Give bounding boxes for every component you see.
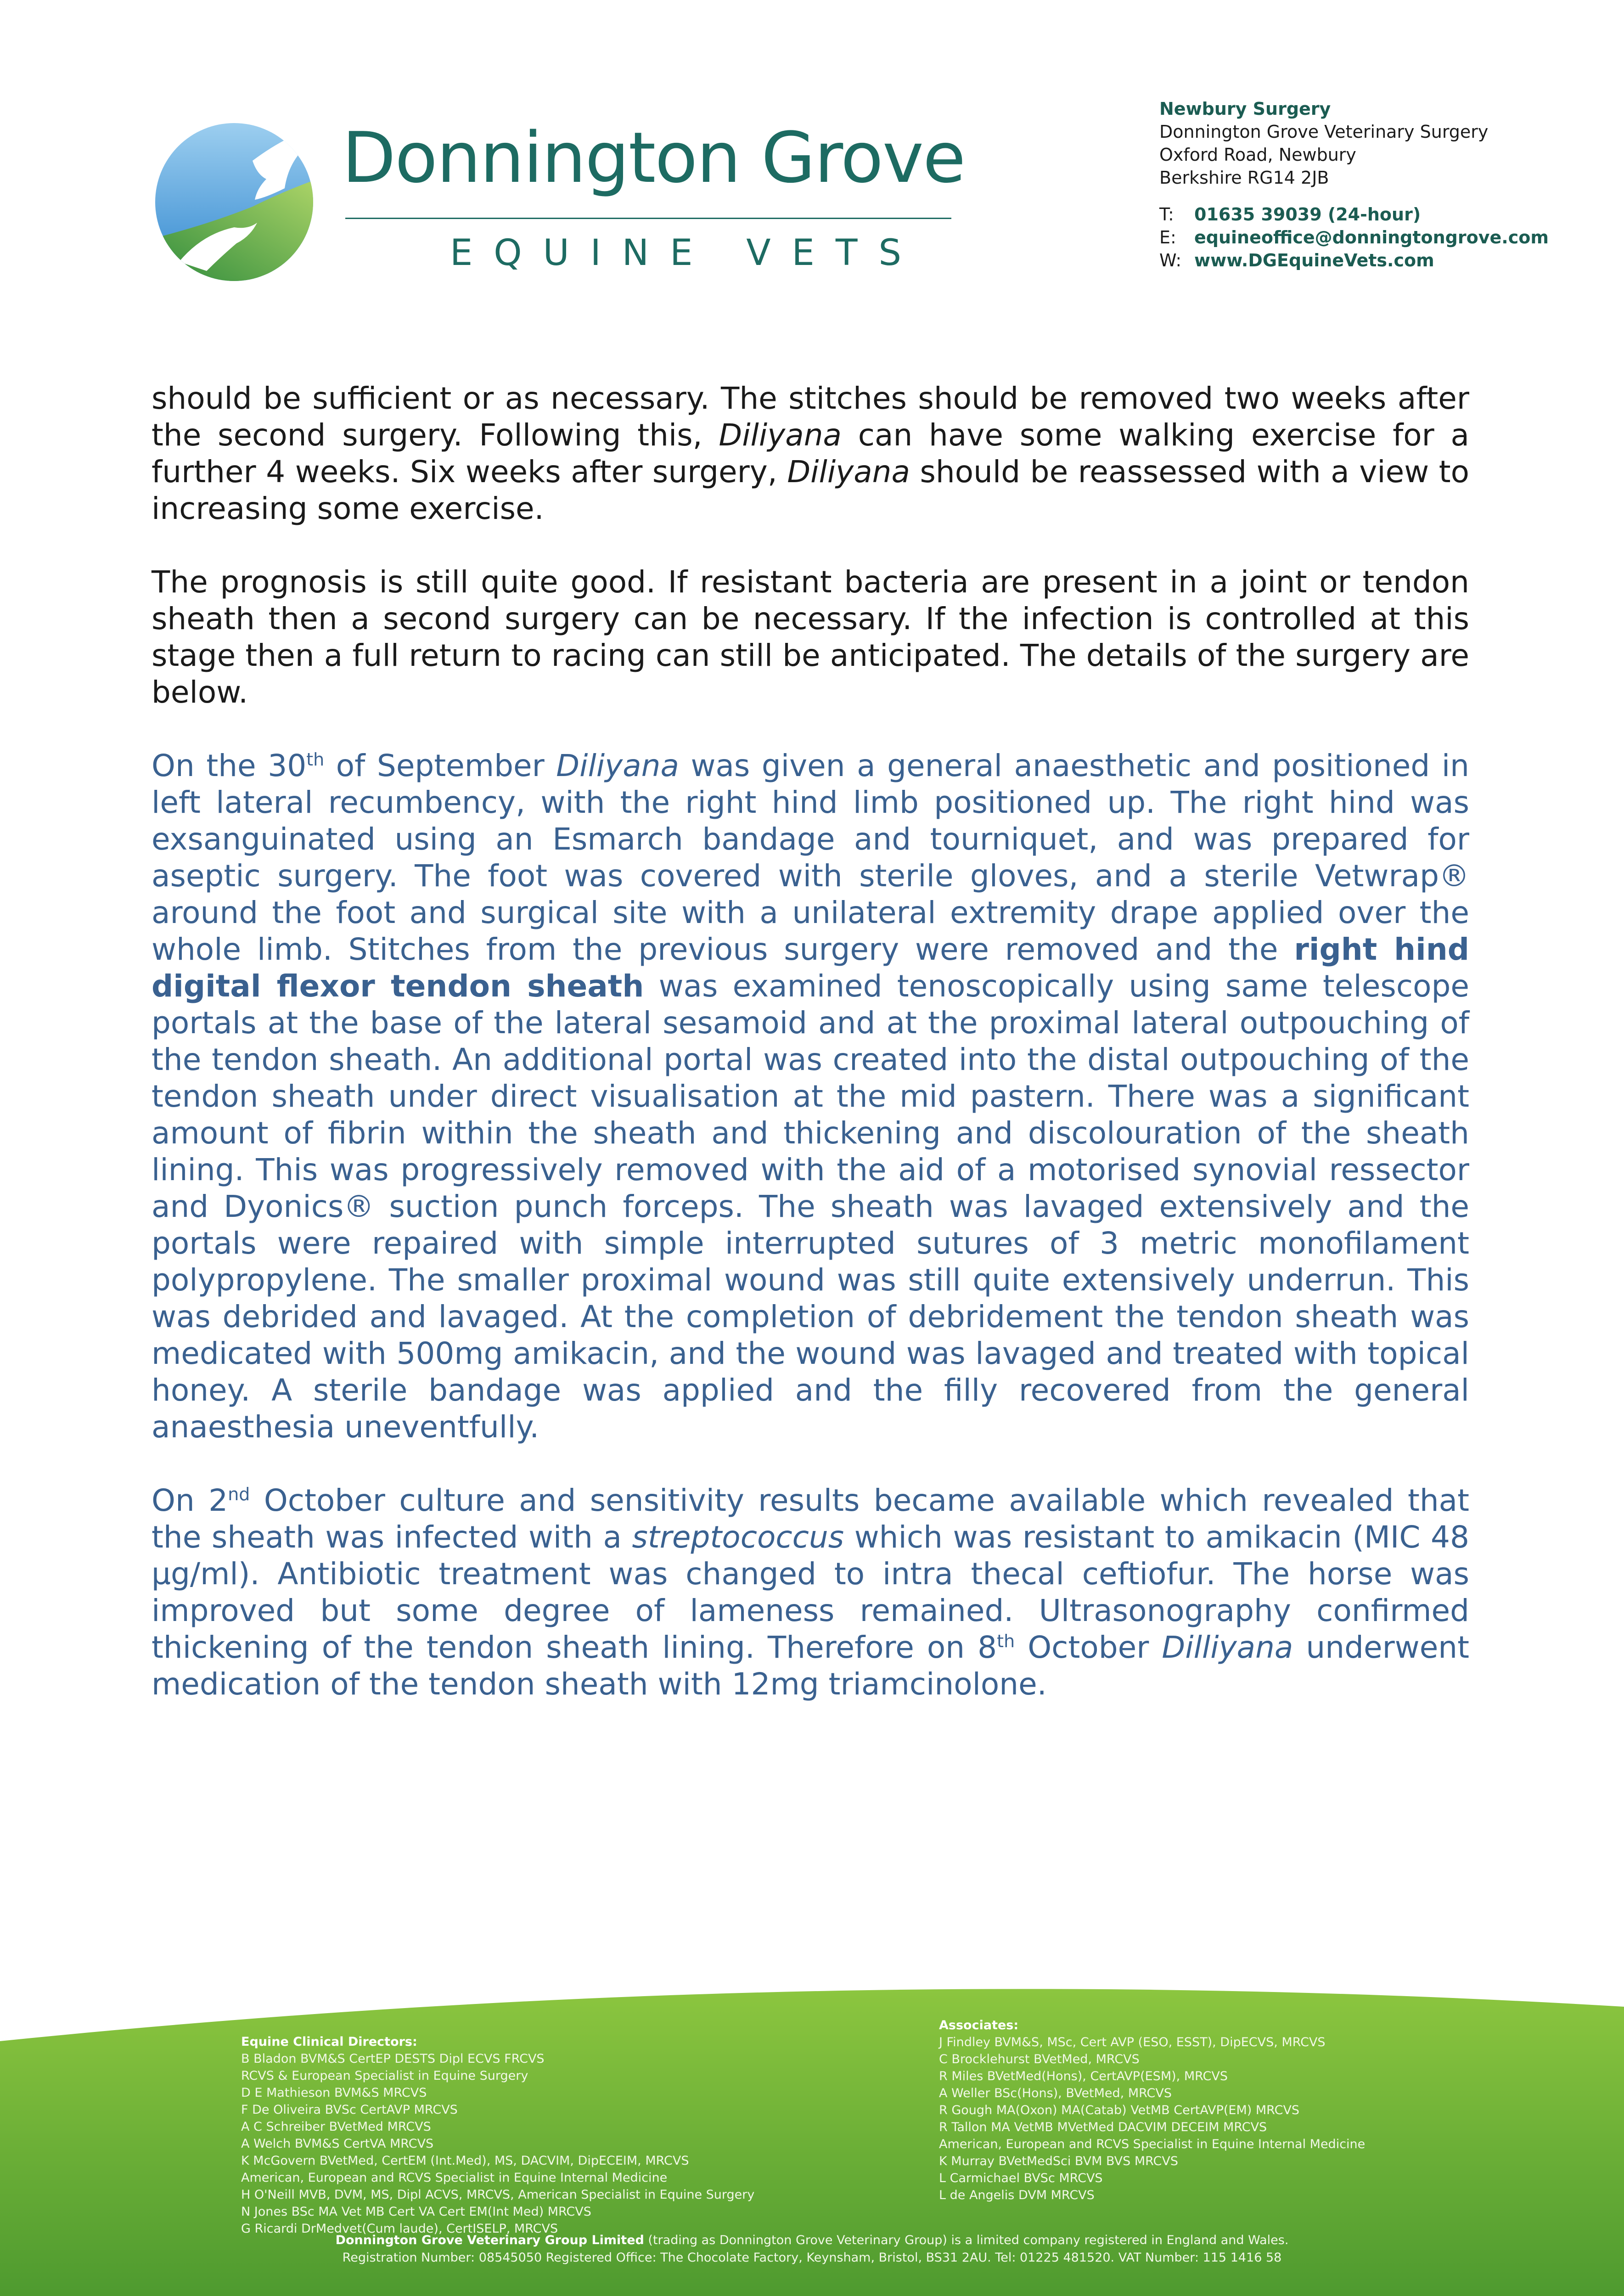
paragraph-aftercare: should be sufficient or as necessary. The stitches should be removed two weeks after the second surgery. Following this, Diliyana can have some walking exercise for a further 4 weeks. Six weeks after surgery, Diliyana should be reassessed with a view to increasing some exercise. <box>152 381 1470 526</box>
website-link[interactable]: www.DGEquineVets.com <box>1194 250 1434 270</box>
brand-subtitle: EQUINE VETS <box>450 232 922 274</box>
director-line: RCVS & European Specialist in Equine Surgery <box>241 2069 528 2083</box>
phone-link[interactable]: 01635 39039 (24-hour) <box>1194 204 1421 225</box>
associates-list <box>939 2017 1365 2204</box>
directors-list <box>241 2033 754 2237</box>
address-line-1: Donnington Grove Veterinary Surgery <box>1159 122 1489 142</box>
email-link[interactable]: equineoffice@donningtongrove.com <box>1194 227 1549 248</box>
paragraph-surgery-details: On the 30th of September Diliyana was given a general anaesthetic and positioned in left lateral recumbency, with the right hind limb positioned up. The right hind was exsanguinated using an Esmarch bandage and tourniquet, and was prepared for aseptic surgery. The foot was covered with sterile gloves, and a sterile Vetwrap® around the foot and surgical site with a unilateral extremity drape applied over the whole limb. Stitches from the previous surgery were removed and the right hind digital flexor tendon sheath was examined tenoscopically using same telescope portals at the base of the lateral sesamoid and at the proximal lateral outpouching of the tendon sheath. An additional portal was created into the distal outpouching of the tendon sheath under direct visualisation at the mid pastern. There was a significant amount of fibrin within the sheath and thickening and discolouration of the sheath lining. This was progressively removed with the aid of a motorised synovial ressector and Dyonics® suction punch forceps. The sheath was lavaged extensively and the portals were repaired with simple interrupted sutures of 3 metric monofilament polypropylene. The smaller proximal wound was still quite extensively underrun. This was debrided and lavaged. At the completion of debridement the tendon sheath was medicated with 500mg amikacin, and the wound was lavaged and treated with topical honey. A sterile bandage was applied and the filly recovered from the general anaesthesia uneventfully. <box>152 748 1470 1445</box>
paragraph-culture-results: On 2nd October culture and sensitivity results became available which revealed that the sheath was infected with a streptococcus which was resistant to amikacin (MIC 48 µg/ml). Antibiotic treatment was changed to intra thecal ceftiofur. The horse was improved but some degree of lameness remained. Ultrasonography confirmed thickening of the tendon sheath lining. Therefore on 8th October Dilliyana underwent medication of the tendon sheath with 12mg triamcinolone. <box>152 1483 1470 1702</box>
director-line: B Bladon BVM&S CertEP DESTS Dipl ECVS FRCVS <box>241 2052 545 2066</box>
company-registration <box>0 2232 1624 2267</box>
associate-line: R Miles BVetMed(Hons), CertAVP(ESM), MRCVS <box>939 2069 1228 2083</box>
director-line: F De Oliveira BVSc CertAVP MRCVS <box>241 2103 458 2117</box>
letter-body <box>152 380 1469 1739</box>
director-line: A C Schreiber BVetMed MRCVS <box>241 2120 431 2134</box>
paragraph-prognosis: The prognosis is still quite good. If resistant bacteria are present in a joint or tendon sheath then a second surgery can be necessary. If the infection is controlled at this stage then a full return to racing can still be anticipated. The details of the surgery are below. <box>152 564 1469 710</box>
director-line: American, European and RCVS Specialist in Equine Internal Medicine <box>241 2171 668 2185</box>
associate-line: K Murray BVetMedSci BVM BVS MRCVS <box>939 2154 1179 2168</box>
company-line: Donnington Grove Veterinary Group Limited (trading as Donnington Grove Veterinary Group) is a limited company registered in England and Wales. <box>335 2233 1289 2247</box>
director-line: A Welch BVM&S CertVA MRCVS <box>241 2137 434 2151</box>
contact-phone: T: 01635 39039 (24-hour) <box>1159 204 1421 225</box>
brand-divider <box>345 218 951 219</box>
contact-title: Newbury Surgery <box>1159 99 1331 119</box>
associate-line: L de Angelis DVM MRCVS <box>939 2188 1095 2202</box>
contact-web: W: www.DGEquineVets.com <box>1159 250 1434 270</box>
associate-line: A Weller BSc(Hons), BVetMed, MRCVS <box>939 2086 1172 2100</box>
address-line-2: Oxford Road, Newbury <box>1159 145 1356 165</box>
director-line: D E Mathieson BVM&S MRCVS <box>241 2086 427 2100</box>
contact-email: E: equineoffice@donningtongrove.com <box>1159 227 1549 248</box>
brand-title: Donnington Grove <box>342 117 965 198</box>
associate-line: American, European and RCVS Specialist in Equine Internal Medicine <box>939 2137 1366 2151</box>
associate-line: R Gough MA(Oxon) MA(Catab) VetMB CertAVP(EM) MRCVS <box>939 2103 1300 2117</box>
directors-heading: Equine Clinical Directors: <box>241 2035 417 2049</box>
associate-line: L Carmichael BVSc MRCVS <box>939 2171 1103 2185</box>
address-line-3: Berkshire RG14 2JB <box>1159 168 1329 188</box>
director-line: K McGovern BVetMed, CertEM (Int.Med), MS, DACVIM, DipECEIM, MRCVS <box>241 2154 689 2168</box>
registration-line: Registration Number: 08545050 Registered Office: The Chocolate Factory, Keynsham, Bristol, BS31 2AU. Tel: 01225 481520. VAT Number: 115 1416 58 <box>342 2251 1282 2265</box>
director-line: G Ricardi DrMedvet(Cum laude), CertISELP, MRCVS <box>241 2222 558 2236</box>
associate-line: C Brocklehurst BVetMed, MRCVS <box>939 2052 1140 2066</box>
director-line: H O'Neill MVB, DVM, MS, Dipl ACVS, MRCVS, American Specialist in Equine Surgery <box>241 2188 755 2202</box>
horse-logo-icon <box>152 119 331 285</box>
associate-line: R Tallon MA VetMB MVetMed DACVIM DECEIM MRCVS <box>939 2120 1267 2134</box>
associate-line: J Findley BVM&S, MSc, Cert AVP (ESO, ESST), DipECVS, MRCVS <box>939 2035 1326 2049</box>
associates-heading: Associates: <box>939 2018 1019 2032</box>
contact-block <box>1159 97 1549 272</box>
director-line: N Jones BSc MA Vet MB Cert VA Cert EM(Int Med) MRCVS <box>241 2205 591 2219</box>
